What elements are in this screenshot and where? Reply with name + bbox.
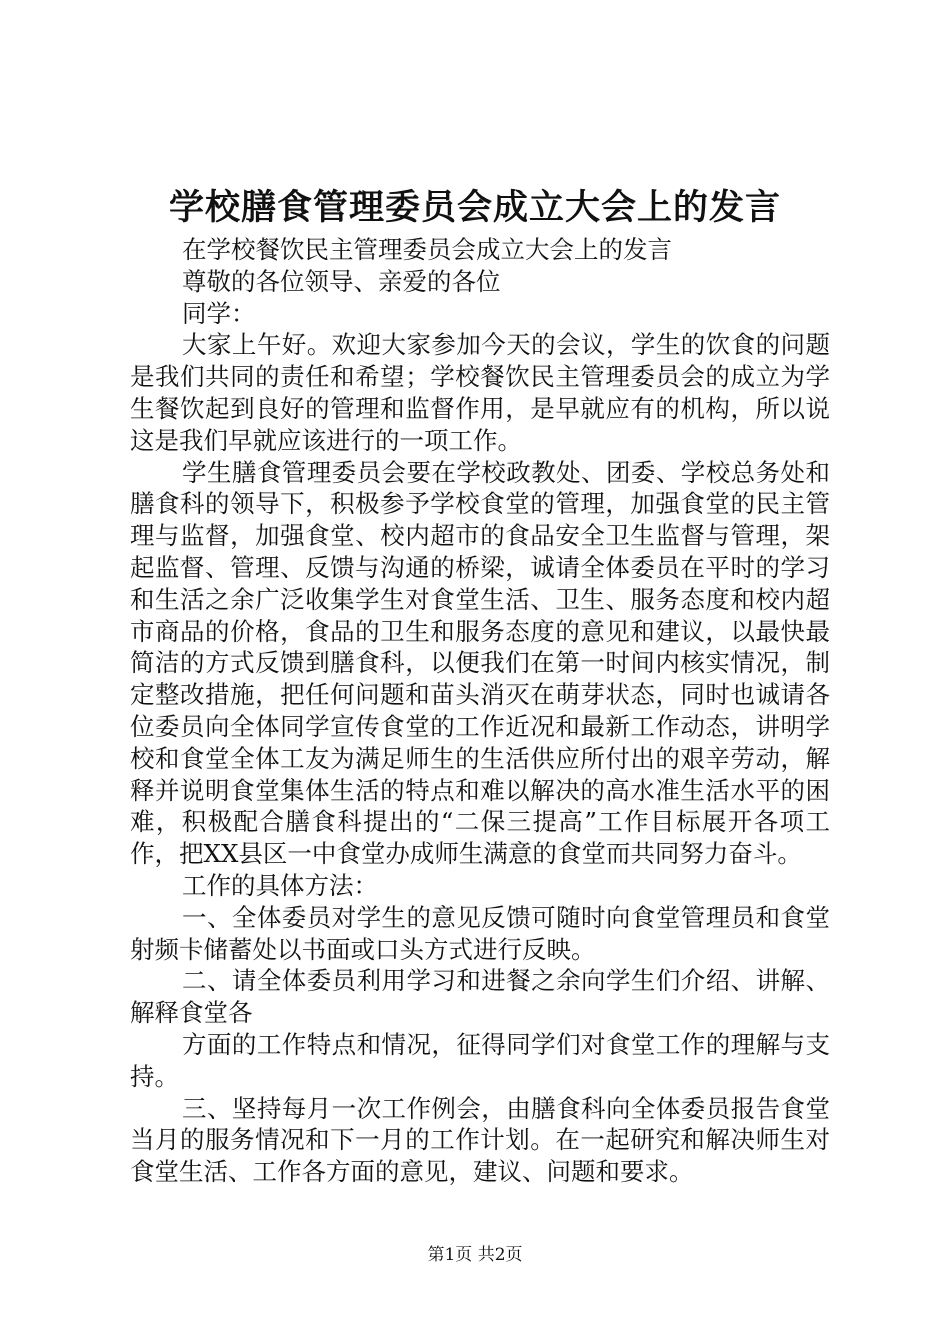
paragraph: 三、坚持每月一次工作例会，由膳食科向全体委员报告食堂当月的服务情况和下一月的工作计划。在一起研究和解决师生对食堂生活、工作各方面的意见，建议、问题和要求。 bbox=[130, 1093, 830, 1187]
paragraph: 尊敬的各位领导、亲爱的各位 bbox=[182, 266, 501, 296]
page-number-footer: 第1页 共2页 bbox=[427, 1245, 523, 1265]
paragraph: 学生膳食管理委员会要在学校政教处、团委、学校总务处和膳食科的领导下，积极参予学校食堂的管理，加强食堂的民主管理与监督，加强食堂、校内超市的食品安全卫生监督与管理，架起监督、管理、反馈与沟通的桥梁，诚请全体委员在平时的学习和生活之余广泛收集学生对食堂生活、卫生、服务态度和校内超市商品的价格，食品的卫生和服务态度的意见和建议，以最快最简洁的方式反馈到膳食科，以便我们在第一时间内核实情况，制定整改措施，把任何问题和苗头消灭在萌芽状态，同时也诚请各位委员向全体同学宣传食堂的工作近况和最新工作动态，讲明学校和食堂全体工友为满足师生的生活供应所付出的艰辛劳动，解释并说明食堂集体生活的特点和难以解决的高水准生活水平的困难，积极配合膳食科提出的“二保三提高”工作目标展开各项工作，把XX县区一中食堂办成师生满意的食堂而共同努力奋斗。 bbox=[130, 457, 830, 869]
paragraph: 二、请全体委员利用学习和进餐之余向学生们介绍、讲解、解释食堂各 bbox=[130, 966, 830, 1028]
document-title: 学校膳食管理委员会成立大会上的发言 bbox=[168, 187, 781, 228]
paragraph: 在学校餐饮民主管理委员会成立大会上的发言 bbox=[182, 235, 672, 264]
paragraph: 大家上午好。欢迎大家参加今天的会议，学生的饮食的问题是我们共同的责任和希望；学校餐饮民主管理委员会的成立为学生餐饮起到良好的管理和监督作用，是早就应有的机构，所以说这是我们早就应该进行的一项工作。 bbox=[130, 330, 830, 455]
paragraph: 方面的工作特点和情况，征得同学们对食堂工作的理解与支持。 bbox=[130, 1029, 830, 1091]
paragraph: 工作的具体方法： bbox=[182, 870, 378, 900]
paragraph: 一、全体委员对学生的意见反馈可随时向食堂管理员和食堂射频卡储蓄处以书面或口头方式进行反映。 bbox=[130, 902, 830, 964]
paragraph: 同学： bbox=[182, 298, 256, 328]
document-body bbox=[130, 234, 830, 1188]
